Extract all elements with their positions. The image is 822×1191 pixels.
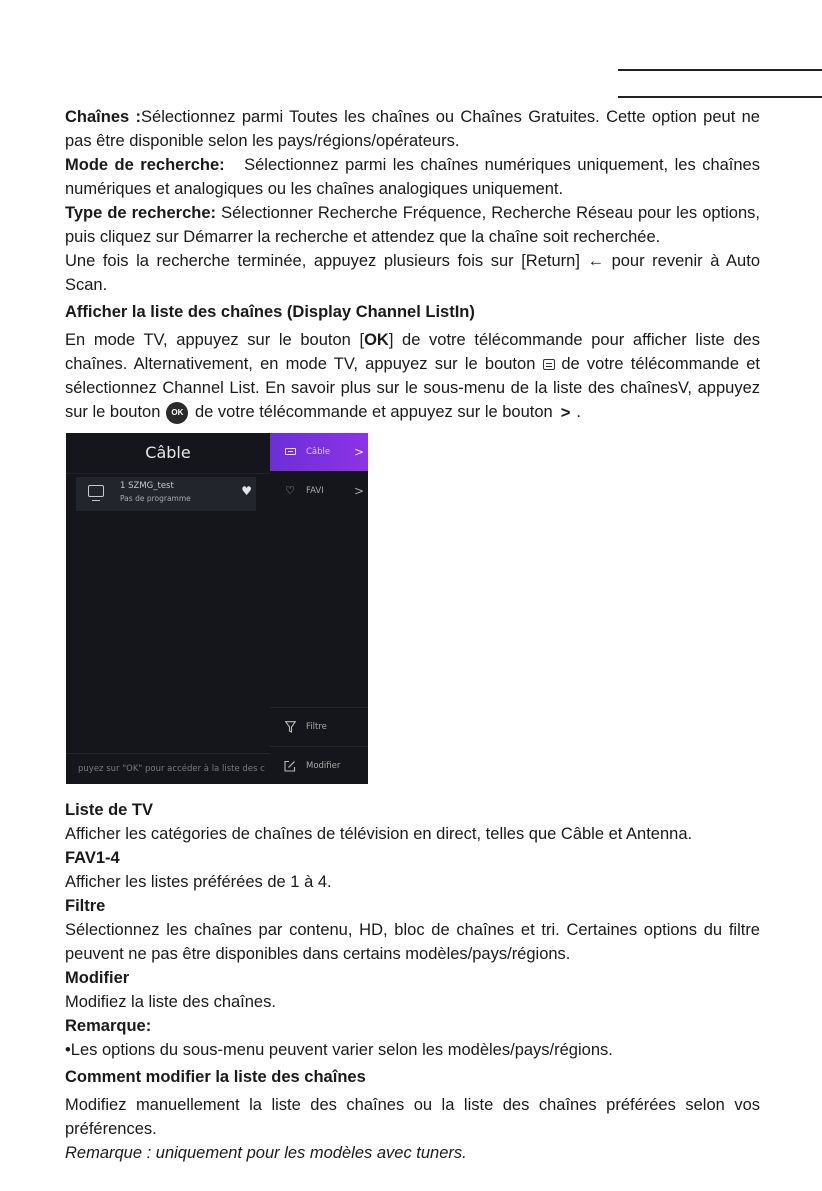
display-text-mid1: ] de votre télécommande pour afficher liste des chaînes. Alternativement, en mode TV, appuyez sur le bouton	[65, 331, 760, 373]
how-note: Remarque : uniquement pour les modèles avec tuners.	[65, 1144, 467, 1162]
display-text-end: .	[576, 403, 581, 421]
right-arrow-icon: >	[560, 403, 571, 422]
channel-list-panel	[66, 433, 270, 784]
submenu-item-filter[interactable]	[270, 707, 368, 746]
type-text: Sélectionner Recherche Fréquence, Recherche Réseau pour les options, puis cliquez sur Démarrer la recherche et attendez que la chaîne soit recherchée.	[65, 204, 760, 246]
fav-text: Afficher les listes préférées de 1 à 4.	[65, 873, 332, 891]
note-text: •Les options du sous-menu peuvent varier selon les modèles/pays/régions.	[65, 1041, 613, 1059]
how-text: Modifiez manuellement la liste des chaînes ou la liste des chaînes préférées selon vos préférences.	[65, 1096, 760, 1138]
mode-text: Sélectionnez parmi les chaînes numériques uniquement, les chaînes numériques et analogiques ou les chaînes analogiques uniquement.	[65, 156, 760, 198]
channel-name: 1 SZMG_test	[120, 481, 174, 491]
return-paragraph: Une fois la recherche terminée, appuyez plusieurs fois sur [Return] ← pour revenir à Auto Scan.	[65, 252, 760, 294]
details-section	[65, 798, 760, 1165]
cable-icon	[282, 433, 298, 471]
edit-heading: Modifier	[65, 969, 130, 987]
edit-icon	[282, 747, 298, 784]
display-text-mid3: de votre télécommande et appuyez sur le bouton	[195, 403, 553, 421]
chaines-label: Chaînes :	[65, 108, 142, 126]
submenu-fav-label: FAVI	[306, 486, 324, 496]
tv-channel-list-screenshot	[66, 433, 368, 784]
intro-section	[65, 105, 760, 425]
display-paragraph	[65, 328, 760, 425]
header-rule-top	[618, 69, 822, 71]
display-text-mid2: de votre télécommande et sélectionnez Channel List. En savoir plus sur le sous-menu de la liste des chaînesV, appuyez sur le bouton	[65, 355, 760, 421]
submenu-panel	[270, 433, 368, 784]
hint-text: puyez sur "OK" pour accéder à la liste des c	[66, 753, 270, 784]
type-paragraph	[65, 201, 760, 249]
mode-label: Mode de recherche:	[65, 156, 225, 174]
chevron-right-icon: >	[353, 484, 364, 498]
channel-program: Pas de programme	[120, 494, 191, 503]
note-heading: Remarque:	[65, 1017, 152, 1035]
tv-list-text: Afficher les catégories de chaînes de télévision en direct, telles que Câble et Antenna.	[65, 825, 693, 843]
display-text-start: En mode TV, appuyez sur le bouton [	[65, 331, 365, 349]
ok-icon: OK	[166, 402, 188, 424]
mode-paragraph	[65, 153, 760, 201]
type-label: Type de recherche:	[65, 204, 217, 222]
submenu-filter-label: Filtre	[306, 722, 327, 732]
chevron-right-icon: >	[353, 445, 364, 459]
divider	[66, 473, 270, 474]
submenu-edit-label: Modifier	[306, 761, 341, 771]
chaines-text: Sélectionnez parmi Toutes les chaînes ou Chaînes Gratuites. Cette option peut ne pas être disponible selon les pays/régions/opérateurs.	[65, 108, 760, 150]
ok-bold: OK	[364, 331, 389, 349]
header-rule-bottom	[618, 96, 822, 98]
chaines-paragraph	[65, 105, 760, 153]
submenu-cable-label: Câble	[306, 447, 331, 457]
filter-text: Sélectionnez les chaînes par contenu, HD, bloc de chaînes et tri. Certaines options du filtre peuvent ne pas être disponibles dans certains modèles/pays/régions.	[65, 921, 760, 963]
channel-item[interactable]	[76, 477, 256, 511]
fav-heading: FAV1-4	[65, 849, 120, 867]
edit-text: Modifiez la liste des chaînes.	[65, 993, 276, 1011]
channel-list-title: Câble	[145, 443, 191, 462]
heart-icon: ♥	[241, 484, 252, 498]
submenu-item-cable[interactable]	[270, 433, 368, 471]
how-heading: Comment modifier la liste des chaînes	[65, 1068, 366, 1086]
submenu-item-fav[interactable]	[270, 472, 368, 510]
tv-icon	[88, 485, 104, 497]
heart-outline-icon: ♡	[285, 484, 295, 497]
filter-heading: Filtre	[65, 897, 106, 915]
tv-list-heading: Liste de TV	[65, 801, 154, 819]
filter-icon	[282, 708, 298, 746]
display-heading: Afficher la liste des chaînes (Display Channel ListIn)	[65, 303, 475, 321]
submenu-item-edit[interactable]	[270, 746, 368, 784]
menu-icon	[543, 359, 555, 370]
